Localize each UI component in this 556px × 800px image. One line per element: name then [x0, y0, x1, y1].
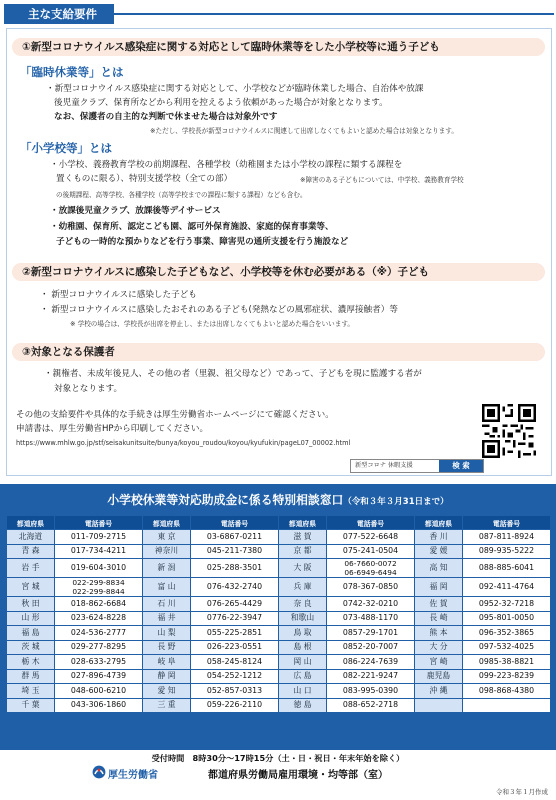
phone-cell: 06-7660-0072 06-6949-6494 — [327, 559, 414, 577]
consultation-title-main: 小学校休業等対応助成金に係る特別相談窓口 — [107, 493, 344, 507]
banner-rule — [114, 13, 554, 15]
phone-cell: 087-811-8924 — [463, 530, 550, 544]
ministry-logo-icon — [92, 764, 106, 778]
prefecture-cell: 福 島 — [7, 626, 54, 640]
phone-cell: 083-995-0390 — [327, 684, 414, 698]
phone-cell: 018-862-6684 — [55, 597, 142, 611]
prefecture-cell: 群 馬 — [7, 670, 54, 684]
prefecture-phone-table — [6, 515, 551, 713]
prefecture-cell: 長 崎 — [415, 612, 462, 626]
phone-cell: 027-896-4739 — [55, 670, 142, 684]
section2-note: ※ 学校の場合は、学校長が出席を停止し、または出席しなくてもよいと認めた場合をいいます。 — [70, 320, 355, 328]
phone-cell: 098-868-4380 — [463, 684, 550, 698]
prefecture-cell: 大 分 — [415, 641, 462, 655]
prefecture-cell: 秋 田 — [7, 597, 54, 611]
prefecture-cell: 愛 知 — [143, 684, 190, 698]
phone-cell: 095-801-0050 — [463, 612, 550, 626]
prefecture-cell: 山 梨 — [143, 626, 190, 640]
phone-cell: 054-252-1212 — [191, 670, 278, 684]
term-temporary-closure: 「臨時休業等」とは — [20, 65, 124, 79]
prefecture-cell: 山 形 — [7, 612, 54, 626]
prefecture-cell: 三 重 — [143, 699, 190, 713]
prefecture-cell: 宮 城 — [7, 578, 54, 596]
term1-line-2: 後児童クラブ、保育所などから利用を控えるよう依頼があった場合が対象となります。 — [54, 98, 388, 108]
prefecture-cell: 宮 崎 — [415, 655, 462, 669]
prefecture-cell: 福 岡 — [415, 578, 462, 596]
reception-hours: 受付時間 8時30分～17時15分（土・日・祝日・年末年始を除く） — [151, 753, 405, 763]
table-row — [7, 655, 550, 669]
consultation-title — [0, 492, 556, 510]
search-box[interactable] — [350, 459, 484, 473]
table-row — [7, 699, 550, 713]
col-header-phone: 電話番号 — [55, 516, 142, 529]
term2-line-2: 置くものに限る）、特別支援学校（全ての部） — [56, 174, 233, 184]
phone-cell: 011-709-2715 — [55, 530, 142, 544]
prefecture-cell: 岐 阜 — [143, 655, 190, 669]
prefecture-cell: 熊 本 — [415, 626, 462, 640]
table-row — [7, 578, 550, 596]
phone-cell: 086-224-7639 — [327, 655, 414, 669]
phone-cell: 055-225-2851 — [191, 626, 278, 640]
phone-cell: 017-734-4211 — [55, 545, 142, 559]
prefecture-cell: 岡 山 — [279, 655, 326, 669]
prefecture-cell: 岩 手 — [7, 559, 54, 577]
prefecture-cell: 北海道 — [7, 530, 54, 544]
phone-cell: 059-226-2110 — [191, 699, 278, 713]
search-query[interactable]: 新型コロナ 休暇支援 — [355, 462, 413, 469]
ministry-name: 厚生労働省 — [108, 770, 158, 781]
term2-inline-note-2: の後期課程、高等学校、各種学校（高等学校までの課程に類する課程）なども含む。 — [56, 191, 307, 199]
term1-note: ※ただし、学校長が新型コロナウイルスに関連して出席しなくてもよいと認めた場合は対象となります。 — [150, 127, 458, 135]
info-line-2: 申請書は、厚生労働省HPから印刷してください。 — [16, 424, 209, 434]
col-header-prefecture: 都道府県 — [143, 516, 190, 529]
prefecture-cell: 沖 縄 — [415, 684, 462, 698]
phone-cell: 0742-32-0210 — [327, 597, 414, 611]
prefecture-cell: 東 京 — [143, 530, 190, 544]
phone-cell: 077-522-6648 — [327, 530, 414, 544]
phone-cell: 088-652-2718 — [327, 699, 414, 713]
phone-cell: 088-885-6041 — [463, 559, 550, 577]
prefecture-cell: 新 潟 — [143, 559, 190, 577]
prefecture-cell: 栃 木 — [7, 655, 54, 669]
prefecture-cell: 山 口 — [279, 684, 326, 698]
term2-line-5: 子どもの一時的な預かりなどを行う事業、障害児の通所支援を行う施設など — [56, 237, 349, 247]
phone-cell: 045-211-7380 — [191, 545, 278, 559]
prefecture-cell: 滋 賀 — [279, 530, 326, 544]
table-row — [7, 597, 550, 611]
phone-cell: 076-265-4429 — [191, 597, 278, 611]
table-row — [7, 670, 550, 684]
consultation-title-note: （令和３年３月31日まで） — [343, 497, 449, 507]
term2-line-1: ・小学校、義務教育学校の前期課程、各種学校（幼稚園または小学校の課程に類する課程を — [50, 160, 403, 170]
table-row — [7, 559, 550, 577]
phone-cell: 075-241-0504 — [327, 545, 414, 559]
prefecture-cell: 福 井 — [143, 612, 190, 626]
info-url[interactable]: https://www.mhlw.go.jp/stf/seisakunitsuite/bunya/koyou_roudou/koyou/kyufukin/pageL07_00002.html — [16, 439, 351, 447]
phone-cell: 0985-38-8821 — [463, 655, 550, 669]
section3-line-1: ・親権者、未成年後見人、その他の者（里親、祖父母など）であって、子どもを現に監護する者が — [44, 369, 422, 379]
phone-cell: 0952-32-7218 — [463, 597, 550, 611]
phone-cell: 019-604-3010 — [55, 559, 142, 577]
prefecture-cell: 愛 媛 — [415, 545, 462, 559]
prefecture-cell: 奈 良 — [279, 597, 326, 611]
prefecture-cell: 香 川 — [415, 530, 462, 544]
phone-cell: 097-532-4025 — [463, 641, 550, 655]
phone-cell: 0776-22-3947 — [191, 612, 278, 626]
col-header-phone: 電話番号 — [327, 516, 414, 529]
info-line-1: その他の支給要件や具体的な手続きは厚生労働省ホームページにて確認ください。 — [16, 410, 334, 420]
phone-cell: 0857-29-1701 — [327, 626, 414, 640]
term1-line-1: ・新型コロナウイルス感染症に関する対応として、小学校などが臨時休業した場合、自治体や放課 — [46, 84, 424, 94]
prefecture-cell: 広 島 — [279, 670, 326, 684]
qr-code-icon — [482, 404, 536, 458]
phone-cell: 099-223-8239 — [463, 670, 550, 684]
table-row — [7, 684, 550, 698]
requirements-banner — [0, 4, 556, 24]
phone-cell: 022-299-8834 022-299-8844 — [55, 578, 142, 596]
requirements-title: 主な支給要件 — [4, 4, 114, 24]
prefecture-cell: 京 都 — [279, 545, 326, 559]
table-header-row — [7, 516, 550, 529]
phone-cell: 026-223-0551 — [191, 641, 278, 655]
prefecture-cell: 徳 島 — [279, 699, 326, 713]
phone-cell: 025-288-3501 — [191, 559, 278, 577]
term2-inline-note: ※障害のある子どもについては、中学校、義務教育学校 — [300, 176, 464, 184]
phone-cell: 078-367-0850 — [327, 578, 414, 596]
prefecture-cell: 島 根 — [279, 641, 326, 655]
prefecture-cell: 千 葉 — [7, 699, 54, 713]
prefecture-cell: 鳥 取 — [279, 626, 326, 640]
col-header-prefecture: 都道府県 — [415, 516, 462, 529]
phone-cell: 048-600-6210 — [55, 684, 142, 698]
phone-cell: 028-633-2795 — [55, 655, 142, 669]
table-row — [7, 545, 550, 559]
search-button[interactable]: 検 索 — [439, 460, 483, 472]
col-header-prefecture: 都道府県 — [7, 516, 54, 529]
prefecture-cell: 埼 玉 — [7, 684, 54, 698]
phone-cell: 052-857-0313 — [191, 684, 278, 698]
prefecture-cell: 長 野 — [143, 641, 190, 655]
prefecture-cell: 静 岡 — [143, 670, 190, 684]
phone-cell: 096-352-3865 — [463, 626, 550, 640]
creation-date: 令和３年１月作成 — [496, 788, 548, 796]
phone-cell: 023-624-8228 — [55, 612, 142, 626]
table-row — [7, 641, 550, 655]
prefecture-cell: 石 川 — [143, 597, 190, 611]
phone-cell: 024-536-2777 — [55, 626, 142, 640]
prefecture-cell: 大 阪 — [279, 559, 326, 577]
section3-line-2: 対象となります。 — [54, 384, 123, 394]
phone-cell: 076-432-2740 — [191, 578, 278, 596]
table-row — [7, 612, 550, 626]
prefecture-cell — [415, 699, 462, 713]
phone-cell: 082-221-9247 — [327, 670, 414, 684]
prefecture-cell: 高 知 — [415, 559, 462, 577]
table-row — [7, 626, 550, 640]
table-row — [7, 530, 550, 544]
col-header-prefecture: 都道府県 — [279, 516, 326, 529]
phone-cell — [463, 699, 550, 713]
section1-heading: ①新型コロナウイルス感染症に関する対応として臨時休業等をした小学校等に通う子ども — [12, 38, 545, 56]
labour-bureau-name: 都道府県労働局雇用環境・均等部（室） — [208, 770, 388, 781]
phone-cell: 092-411-4764 — [463, 578, 550, 596]
prefecture-cell: 富 山 — [143, 578, 190, 596]
section2-line-1: ・ 新型コロナウイルスに感染した子ども — [40, 290, 197, 300]
prefecture-cell: 茨 城 — [7, 641, 54, 655]
prefecture-cell: 佐 賀 — [415, 597, 462, 611]
section2-line-2: ・ 新型コロナウイルスに感染したおそれのある子ども(発熱などの風邪症状、濃厚接触者）等 — [40, 305, 398, 315]
prefecture-cell: 和歌山 — [279, 612, 326, 626]
phone-cell: 089-935-5222 — [463, 545, 550, 559]
col-header-phone: 電話番号 — [191, 516, 278, 529]
phone-cell: 043-306-1860 — [55, 699, 142, 713]
phone-cell: 058-245-8124 — [191, 655, 278, 669]
section2-heading: ②新型コロナウイルスに感染した子どもなど、小学校等を休む必要がある（※）子ども — [12, 263, 545, 281]
prefecture-cell: 青 森 — [7, 545, 54, 559]
phone-cell: 073-488-1170 — [327, 612, 414, 626]
prefecture-cell: 鹿児島 — [415, 670, 462, 684]
section3-heading: ③対象となる保護者 — [12, 343, 545, 361]
prefecture-cell: 神奈川 — [143, 545, 190, 559]
term2-line-4: ・幼稚園、保育所、認定こども園、認可外保育施設、家庭的保育事業等、 — [50, 222, 334, 232]
prefecture-cell: 兵 庫 — [279, 578, 326, 596]
phone-cell: 03-6867-0211 — [191, 530, 278, 544]
col-header-phone: 電話番号 — [463, 516, 550, 529]
phone-cell: 0852-20-7007 — [327, 641, 414, 655]
term1-line-3: なお、保護者の自主的な判断で休ませた場合は対象外です — [54, 112, 278, 122]
term-elementary-schools: 「小学校等」とは — [20, 141, 112, 155]
term2-line-3: ・放課後児童クラブ、放課後等デイサービス — [50, 206, 221, 216]
phone-cell: 029-277-8295 — [55, 641, 142, 655]
